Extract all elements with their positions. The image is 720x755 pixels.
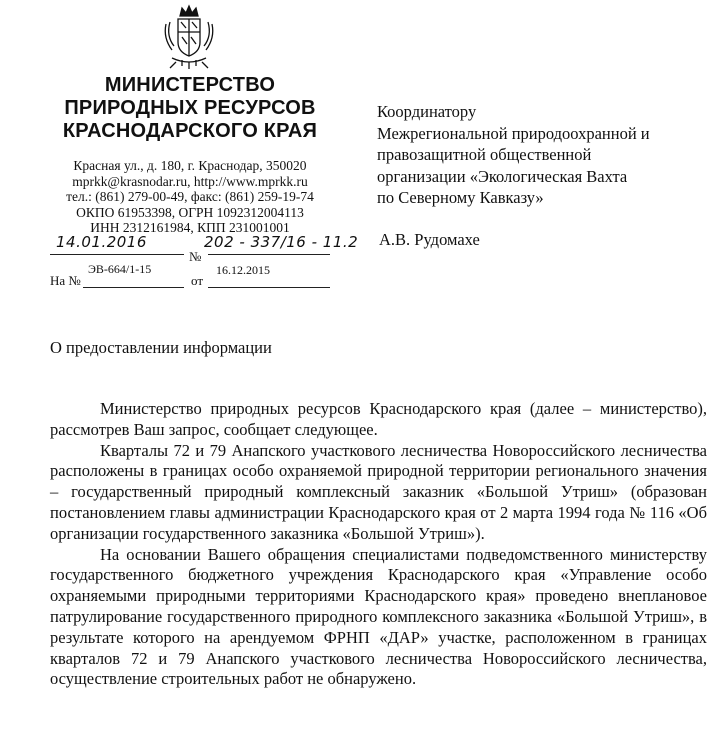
ministry-name-line: ПРИРОДНЫХ РЕСУРСОВ [64,97,316,119]
ministry-name-line: КРАСНОДАРСКОГО КРАЯ [62,120,318,142]
registration-number: 202 - 337/16 - 11.2 [204,233,359,251]
reply-date-underline [208,287,330,288]
address-line: тел.: (861) 279-00-49, факс: (861) 259-19-74 [66,189,314,205]
from-label: от [191,273,204,288]
number-underline [208,254,330,255]
reply-number-underline [83,287,184,288]
reply-label: На № [50,273,81,288]
registration-date: 14.01.2016 [56,233,147,251]
address-line: ИНН 2312161984, КПП 231001001 [90,220,290,236]
number-sign: № [189,249,202,264]
body-paragraph: Кварталы 72 и 79 Анапского участкового лесничества Новороссийского лесничества расположены в границах особо охраняемой природной территории регионального значения – государственный природный комплексный заказник «Большой Утриш» (образован постановлением главы администрации Краснодарского края от 2 марта 1994 года № 116 «Об организации государственного заказника «Большой Утриш»). [50,440,707,543]
body-paragraph: Министерство природных ресурсов Краснодарского края (далее – министерство), рассмотрев Ваш запрос, сообщает следующее. [50,399,707,439]
letter-subject: О предоставлении информации [50,338,272,357]
recipient-block [377,101,707,209]
body-paragraph: На основании Вашего обращения специалистами подведомственного министерству государственного бюджетного учреждения Краснодарского края «Управление особо охраняемыми природными территориями Краснодарского края» проведено внеплановое патрулирование государственного природного комплексного заказника «Большой Утриш», в результате которого на арендуемом ФРНП «ДАР» участке, расположенном в границах кварталов 72 и 79 Анапского участкового лесничества Новороссийского лесничества, осуществление строительных работ не обнаружено. [50,544,707,689]
recipient-line: Координатору [377,102,477,121]
address-line: ОКПО 61953398, ОГРН 1092312004113 [76,204,304,220]
coat-of-arms-icon [160,4,218,70]
address-line: Красная ул., д. 180, г. Краснодар, 350020 [73,158,307,173]
recipient-line: по Северному Кавказу» [377,188,544,207]
ministry-address [40,158,340,236]
address-line: mprkk@krasnodar.ru, http://www.mprkk.ru [72,173,308,189]
recipient-line: Межрегиональной природоохранной и [377,123,650,143]
ministry-name [40,74,340,143]
date-underline [50,254,184,255]
recipient-line: правозащитной общественной [377,145,592,164]
reply-number: ЭВ-664/1-15 [88,262,152,276]
reply-date: 16.12.2015 [216,263,270,277]
ministry-name-line: МИНИСТЕРСТВО [104,74,276,96]
recipient-line: организации «Экологическая Вахта [377,166,628,186]
recipient-name: А.В. Рудомахе [379,230,480,249]
letter-body [50,399,707,690]
